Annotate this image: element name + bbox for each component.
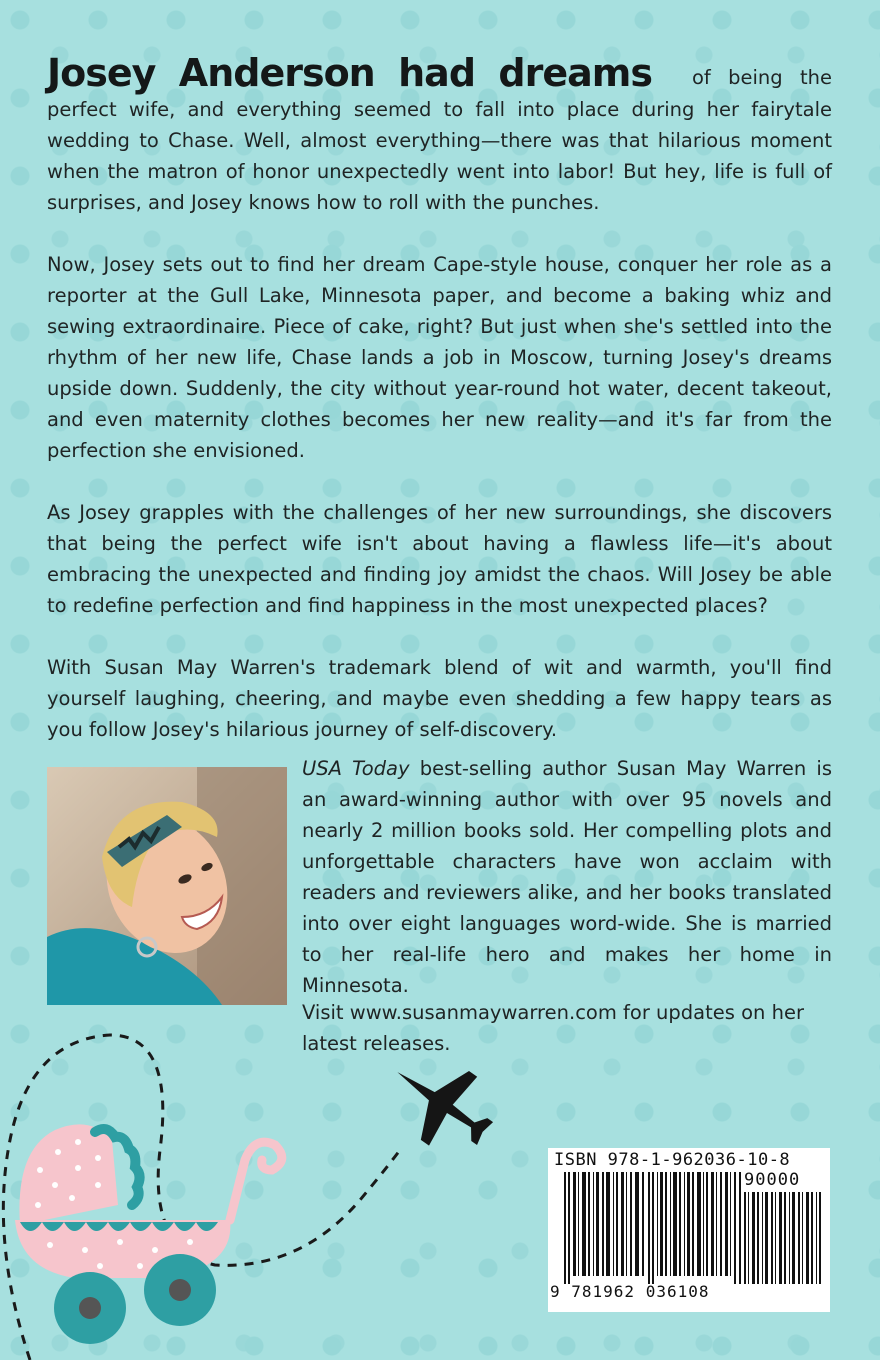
blurb-paragraph-1-text: of being the perfect wife, and everything seemed to fall into place during her fairytale wedding to Chase. Well, almost everything—there was that hilarious moment when the matron of honor unexpectedly went into labor! But hey, life is full of surprises, and Josey knows how to roll with the punches. <box>47 66 832 214</box>
isbn-label: ISBN 978-1-962036-10-8 <box>554 1150 791 1170</box>
bio-text: best-selling author Susan May Warren is an award-winning author with over 95 novels and nearly 2 million books sold. Her compelling plots and unforgettable characters have won acclaim with readers and reviewers alike, and her books translated into over eight languages word-wide. She is married to her real-life hero and makes her home in Minnesota. <box>302 757 832 997</box>
baby-stroller-icon <box>15 1124 282 1344</box>
decoration <box>0 1020 520 1360</box>
author-bio <box>302 753 832 1001</box>
headline: Josey Anderson had dreams <box>47 51 652 95</box>
bio-source: USA Today <box>302 757 410 780</box>
blurb-paragraph-1 <box>47 52 832 218</box>
isbn-barcode <box>548 1148 830 1312</box>
barcode-digits: 9 781962 036108 <box>550 1282 710 1301</box>
blurb-paragraph-3: As Josey grapples with the challenges of her new surroundings, she discovers that being the perfect wife isn't about having a flawless life—it's about embracing the unexpected and finding joy amidst the chaos. Will Josey be able to redefine perfection and find happiness in the most unexpected places? <box>47 501 832 617</box>
blurb-paragraph-4: With Susan May Warren's trademark blend of wit and warmth, you'll find yourself laughing, cheering, and maybe even shedding a few happy tears as you follow Josey's hilarious journey of self-discovery. <box>47 656 832 741</box>
author-photo <box>47 767 287 1005</box>
blurb-paragraph-2: Now, Josey sets out to find her dream Cape-style house, conquer her role as a reporter at the Gull Lake, Minnesota paper, and become a baking whiz and sewing extraordinaire. Piece of cake, right? But just when she's settled into the rhythm of her new life, Chase lands a job in Moscow, turning Josey's dreams upside down. Suddenly, the city without year-round hot water, decent takeout, and even maternity clothes becomes her new reality—and it's far from the perfection she envisioned. <box>47 253 832 462</box>
airplane-icon <box>373 1038 509 1168</box>
price-barcode-bars <box>744 1192 822 1284</box>
blurb <box>47 52 832 776</box>
barcode-bars <box>564 1172 744 1284</box>
price-code: 90000 <box>744 1170 801 1190</box>
website-note: Visit www.susanmaywarren.com for updates on her latest releases. <box>302 1001 804 1055</box>
